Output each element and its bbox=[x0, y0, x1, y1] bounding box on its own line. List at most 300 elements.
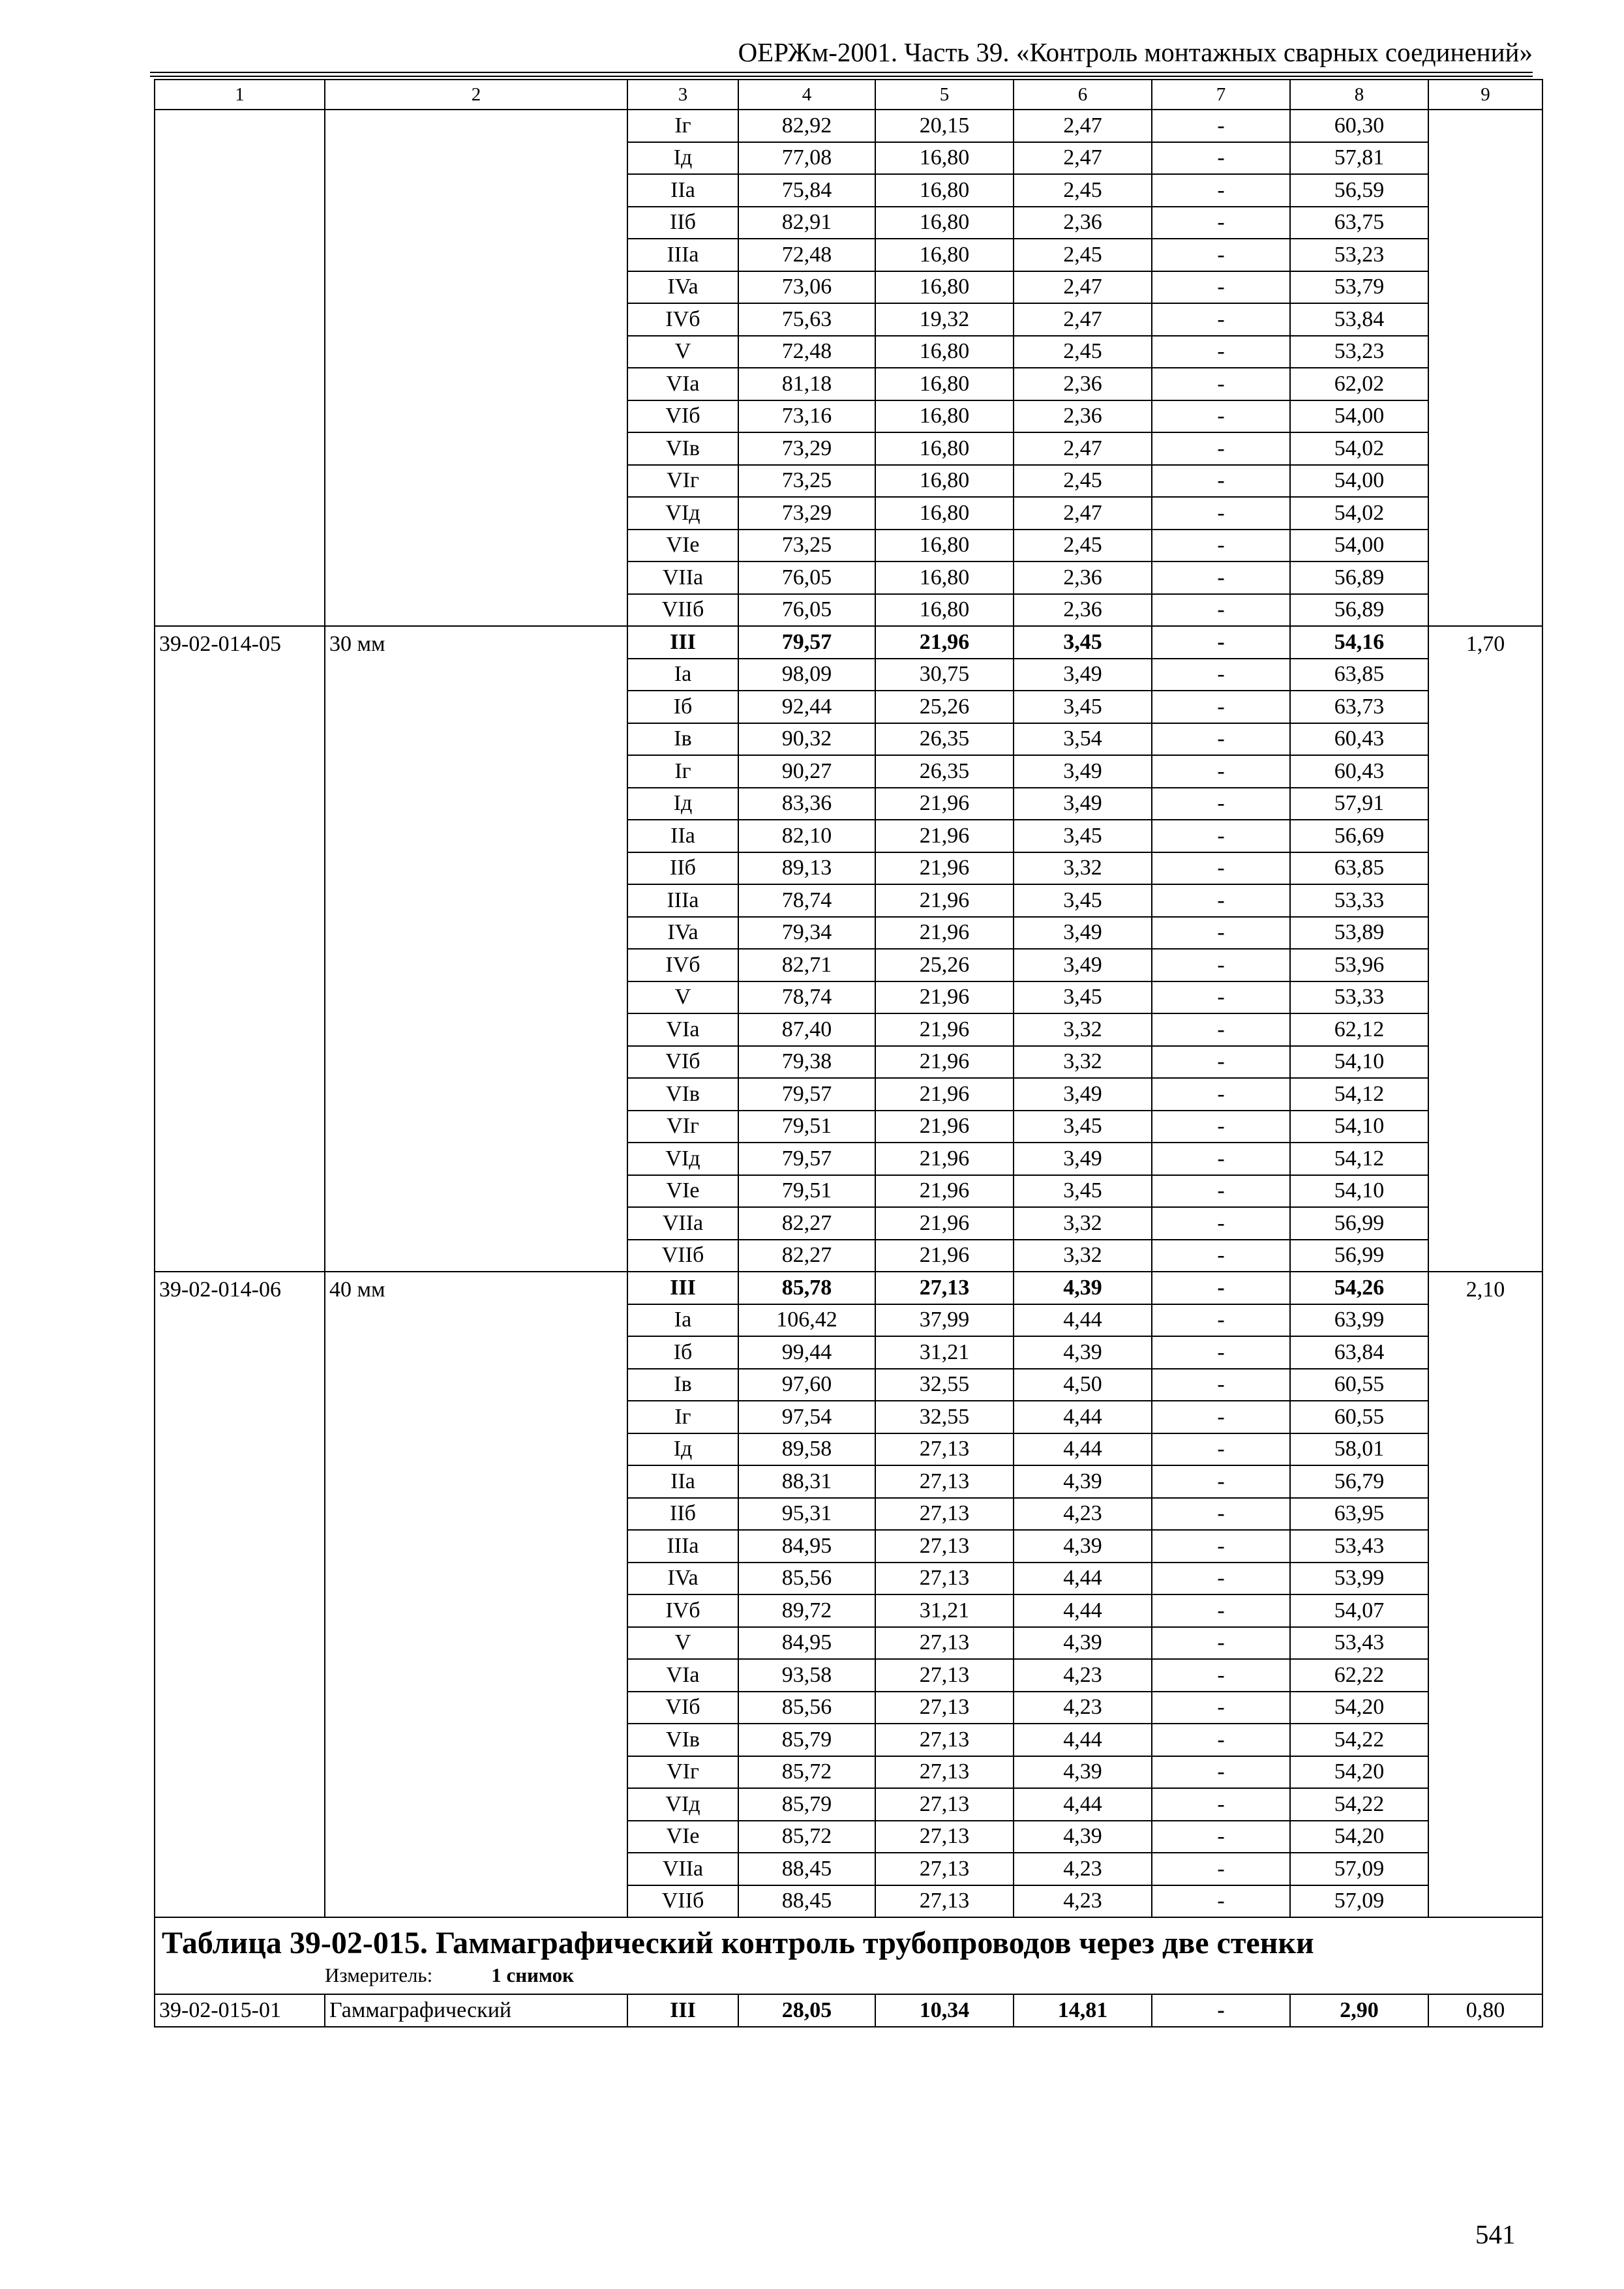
value-cell: 2,47 bbox=[1014, 110, 1152, 142]
value-cell: Iв bbox=[627, 1369, 738, 1401]
value-cell: 26,35 bbox=[875, 723, 1014, 756]
rate-code-cell: 39-02-014-06 bbox=[155, 1272, 325, 1917]
value-cell: 99,44 bbox=[738, 1336, 875, 1369]
value-cell: - bbox=[1152, 1304, 1290, 1337]
value-cell: IIa bbox=[627, 820, 738, 852]
value-cell: 53,23 bbox=[1290, 336, 1428, 368]
value-cell: 4,44 bbox=[1014, 1594, 1152, 1627]
value-cell: 62,12 bbox=[1290, 1013, 1428, 1046]
value-cell: - bbox=[1152, 1143, 1290, 1175]
value-cell: 53,89 bbox=[1290, 917, 1428, 950]
value-cell: 27,13 bbox=[875, 1530, 1014, 1563]
value-cell: 82,27 bbox=[738, 1240, 875, 1272]
value-cell: 88,45 bbox=[738, 1853, 875, 1885]
value-cell: VIг bbox=[627, 1111, 738, 1143]
value-cell: 83,36 bbox=[738, 788, 875, 820]
value-cell: 54,12 bbox=[1290, 1078, 1428, 1111]
value-cell: VIIб bbox=[627, 1240, 738, 1272]
value-cell: 16,80 bbox=[875, 336, 1014, 368]
value-cell: VIг bbox=[627, 465, 738, 498]
value-cell: 60,43 bbox=[1290, 723, 1428, 756]
value-cell: - bbox=[1152, 400, 1290, 433]
value-cell: 63,99 bbox=[1290, 1304, 1428, 1337]
meter-value: 1 снимок bbox=[491, 1964, 574, 1986]
value-cell: 54,22 bbox=[1290, 1724, 1428, 1756]
value-cell: 72,48 bbox=[738, 239, 875, 271]
value-cell: 4,39 bbox=[1014, 1756, 1152, 1789]
value-cell: VIIб bbox=[627, 1885, 738, 1918]
value-cell: 63,85 bbox=[1290, 852, 1428, 885]
value-cell: 54,10 bbox=[1290, 1111, 1428, 1143]
value-cell: 84,95 bbox=[738, 1627, 875, 1660]
value-cell: - bbox=[1152, 530, 1290, 562]
value-cell: 27,13 bbox=[875, 1563, 1014, 1595]
value-cell: 2,45 bbox=[1014, 530, 1152, 562]
value-cell: 95,31 bbox=[738, 1498, 875, 1531]
value-cell: 16,80 bbox=[875, 432, 1014, 465]
value-cell: 79,51 bbox=[738, 1175, 875, 1208]
value-cell: 73,16 bbox=[738, 400, 875, 433]
value-cell: 76,05 bbox=[738, 594, 875, 627]
value-cell: 56,79 bbox=[1290, 1465, 1428, 1498]
value-cell: 27,13 bbox=[875, 1272, 1014, 1304]
value-cell: 60,55 bbox=[1290, 1401, 1428, 1433]
value-cell: VIe bbox=[627, 530, 738, 562]
value-cell: 93,58 bbox=[738, 1659, 875, 1692]
value-cell: 54,20 bbox=[1290, 1756, 1428, 1789]
value-cell: 30,75 bbox=[875, 659, 1014, 691]
value-cell: IVa bbox=[627, 917, 738, 950]
value-cell: 27,13 bbox=[875, 1724, 1014, 1756]
column-number-row bbox=[155, 80, 1542, 110]
value-cell: - bbox=[1152, 1530, 1290, 1563]
value-cell: 16,80 bbox=[875, 497, 1014, 530]
value-cell: 90,27 bbox=[738, 755, 875, 788]
value-cell: - bbox=[1152, 303, 1290, 336]
value-cell: VIIa bbox=[627, 1853, 738, 1885]
value-cell: 54,26 bbox=[1290, 1272, 1428, 1304]
value-cell: 54,02 bbox=[1290, 497, 1428, 530]
value-cell: 4,23 bbox=[1014, 1885, 1152, 1918]
value-cell: Iд bbox=[627, 788, 738, 820]
value-cell: 54,02 bbox=[1290, 432, 1428, 465]
value-cell: 37,99 bbox=[875, 1304, 1014, 1337]
value-cell: 3,32 bbox=[1014, 1207, 1152, 1240]
value-cell: 2,47 bbox=[1014, 303, 1152, 336]
table-body bbox=[155, 80, 1542, 2027]
value-cell: 2,47 bbox=[1014, 271, 1152, 304]
column-number: 4 bbox=[738, 80, 875, 110]
value-cell: 4,44 bbox=[1014, 1788, 1152, 1821]
value-cell: 54,12 bbox=[1290, 1143, 1428, 1175]
value-cell: VIa bbox=[627, 1013, 738, 1046]
value-cell: 54,00 bbox=[1290, 400, 1428, 433]
coefficient-cell bbox=[1428, 110, 1542, 626]
value-cell: 54,00 bbox=[1290, 530, 1428, 562]
value-cell: 16,80 bbox=[875, 530, 1014, 562]
value-cell: - bbox=[1152, 1401, 1290, 1433]
value-cell: - bbox=[1152, 1013, 1290, 1046]
value-cell: 63,84 bbox=[1290, 1336, 1428, 1369]
value-cell: IIIa bbox=[627, 239, 738, 271]
value-cell: 73,06 bbox=[738, 271, 875, 304]
value-cell: 73,29 bbox=[738, 432, 875, 465]
value-cell: 2,45 bbox=[1014, 239, 1152, 271]
value-cell: Iг bbox=[627, 1401, 738, 1433]
value-cell: 27,13 bbox=[875, 1627, 1014, 1660]
value-cell: VIв bbox=[627, 432, 738, 465]
value-cell: 53,43 bbox=[1290, 1627, 1428, 1660]
value-cell: VIб bbox=[627, 400, 738, 433]
value-cell: 4,44 bbox=[1014, 1724, 1152, 1756]
value-cell: 2,36 bbox=[1014, 368, 1152, 400]
value-cell: VIIб bbox=[627, 594, 738, 627]
value-cell: 85,72 bbox=[738, 1821, 875, 1853]
value-cell: 79,34 bbox=[738, 917, 875, 950]
value-cell: IVб bbox=[627, 949, 738, 981]
table-row bbox=[155, 626, 1542, 659]
value-cell: - bbox=[1152, 432, 1290, 465]
value-cell: - bbox=[1152, 1433, 1290, 1466]
value-cell: - bbox=[1152, 1111, 1290, 1143]
value-cell: - bbox=[1152, 691, 1290, 723]
value-cell: 78,74 bbox=[738, 884, 875, 917]
column-number: 8 bbox=[1290, 80, 1428, 110]
value-cell: 3,32 bbox=[1014, 1013, 1152, 1046]
value-cell: 54,10 bbox=[1290, 1046, 1428, 1079]
value-cell: 27,13 bbox=[875, 1756, 1014, 1789]
value-cell: 4,23 bbox=[1014, 1659, 1152, 1692]
table-meter bbox=[162, 1962, 1535, 1988]
value-cell: 88,45 bbox=[738, 1885, 875, 1918]
value-cell: - bbox=[1152, 1885, 1290, 1918]
value-cell: 53,84 bbox=[1290, 303, 1428, 336]
value-cell: 3,49 bbox=[1014, 755, 1152, 788]
value-cell: 16,80 bbox=[875, 465, 1014, 498]
value-cell: 2,47 bbox=[1014, 497, 1152, 530]
value-cell: 89,58 bbox=[738, 1433, 875, 1466]
value-cell: IIб bbox=[627, 852, 738, 885]
value-cell: 27,13 bbox=[875, 1498, 1014, 1531]
value-cell: Ia bbox=[627, 659, 738, 691]
value-cell: 16,80 bbox=[875, 561, 1014, 594]
value-cell: 3,49 bbox=[1014, 788, 1152, 820]
value-cell: 58,01 bbox=[1290, 1433, 1428, 1466]
value-cell: 3,49 bbox=[1014, 659, 1152, 691]
value-cell: 21,96 bbox=[875, 981, 1014, 1014]
value-cell: 90,32 bbox=[738, 723, 875, 756]
value-cell: 4,39 bbox=[1014, 1465, 1152, 1498]
value-cell: IIa bbox=[627, 1465, 738, 1498]
value-cell: - bbox=[1152, 271, 1290, 304]
value-cell: 53,23 bbox=[1290, 239, 1428, 271]
table-title-row bbox=[155, 1917, 1542, 1994]
value-cell: - bbox=[1152, 626, 1290, 659]
value-cell: 21,96 bbox=[875, 1046, 1014, 1079]
value-cell: 31,21 bbox=[875, 1594, 1014, 1627]
value-cell: 19,32 bbox=[875, 303, 1014, 336]
value-cell: 3,45 bbox=[1014, 820, 1152, 852]
value-cell: 4,44 bbox=[1014, 1433, 1152, 1466]
value-cell: 85,56 bbox=[738, 1563, 875, 1595]
value-cell: 3,45 bbox=[1014, 981, 1152, 1014]
coefficient-cell: 2,10 bbox=[1428, 1272, 1542, 1917]
value-cell: 56,69 bbox=[1290, 820, 1428, 852]
value-cell: 3,54 bbox=[1014, 723, 1152, 756]
value-cell: 32,55 bbox=[875, 1369, 1014, 1401]
value-cell: 79,57 bbox=[738, 1143, 875, 1175]
value-cell: 56,99 bbox=[1290, 1240, 1428, 1272]
value-cell: 56,89 bbox=[1290, 594, 1428, 627]
value-cell: 21,96 bbox=[875, 1111, 1014, 1143]
value-cell: - bbox=[1152, 659, 1290, 691]
value-cell: - bbox=[1152, 561, 1290, 594]
value-cell: 21,96 bbox=[875, 1078, 1014, 1111]
value-cell: 77,08 bbox=[738, 142, 875, 175]
value-cell: 85,79 bbox=[738, 1788, 875, 1821]
value-cell: - bbox=[1152, 1853, 1290, 1885]
value-cell: 27,13 bbox=[875, 1692, 1014, 1724]
value-cell: - bbox=[1152, 981, 1290, 1014]
value-cell: 54,00 bbox=[1290, 465, 1428, 498]
value-cell: 63,85 bbox=[1290, 659, 1428, 691]
value-cell: 78,74 bbox=[738, 981, 875, 1014]
value-cell: 27,13 bbox=[875, 1433, 1014, 1466]
value-cell: - bbox=[1152, 1994, 1290, 2027]
value-cell: 56,59 bbox=[1290, 174, 1428, 207]
rate-name-cell: 40 мм bbox=[325, 1272, 627, 1917]
value-cell: 2,90 bbox=[1290, 1994, 1428, 2027]
value-cell: 57,81 bbox=[1290, 142, 1428, 175]
column-number: 3 bbox=[627, 80, 738, 110]
value-cell: 54,07 bbox=[1290, 1594, 1428, 1627]
value-cell: - bbox=[1152, 594, 1290, 627]
column-number: 7 bbox=[1152, 80, 1290, 110]
value-cell: 16,80 bbox=[875, 207, 1014, 239]
value-cell: 54,10 bbox=[1290, 1175, 1428, 1208]
value-cell: 54,20 bbox=[1290, 1821, 1428, 1853]
value-cell: - bbox=[1152, 1369, 1290, 1401]
value-cell: - bbox=[1152, 1240, 1290, 1272]
value-cell: - bbox=[1152, 1627, 1290, 1660]
value-cell: 75,63 bbox=[738, 303, 875, 336]
value-cell: IVб bbox=[627, 1594, 738, 1627]
table-row bbox=[155, 1994, 1542, 2027]
value-cell: 3,49 bbox=[1014, 917, 1152, 950]
value-cell: 16,80 bbox=[875, 271, 1014, 304]
value-cell: 76,05 bbox=[738, 561, 875, 594]
value-cell: 4,50 bbox=[1014, 1369, 1152, 1401]
value-cell: 63,95 bbox=[1290, 1498, 1428, 1531]
value-cell: - bbox=[1152, 368, 1290, 400]
value-cell: 79,57 bbox=[738, 1078, 875, 1111]
value-cell: - bbox=[1152, 1207, 1290, 1240]
value-cell: VIIa bbox=[627, 1207, 738, 1240]
value-cell: 54,16 bbox=[1290, 626, 1428, 659]
value-cell: 2,45 bbox=[1014, 174, 1152, 207]
value-cell: 31,21 bbox=[875, 1336, 1014, 1369]
value-cell: 88,31 bbox=[738, 1465, 875, 1498]
value-cell: 72,48 bbox=[738, 336, 875, 368]
value-cell: Iд bbox=[627, 142, 738, 175]
value-cell: 25,26 bbox=[875, 949, 1014, 981]
value-cell: 27,13 bbox=[875, 1788, 1014, 1821]
value-cell: 3,45 bbox=[1014, 691, 1152, 723]
column-number: 2 bbox=[325, 80, 627, 110]
value-cell: 4,44 bbox=[1014, 1401, 1152, 1433]
value-cell: VIa bbox=[627, 368, 738, 400]
value-cell: 57,91 bbox=[1290, 788, 1428, 820]
value-cell: IIб bbox=[627, 207, 738, 239]
value-cell: - bbox=[1152, 1175, 1290, 1208]
column-number: 1 bbox=[155, 80, 325, 110]
value-cell: 62,02 bbox=[1290, 368, 1428, 400]
page-number: 541 bbox=[1475, 2219, 1516, 2249]
value-cell: 53,96 bbox=[1290, 949, 1428, 981]
value-cell: V bbox=[627, 981, 738, 1014]
value-cell: IVa bbox=[627, 1563, 738, 1595]
value-cell: VIб bbox=[627, 1046, 738, 1079]
value-cell: 2,47 bbox=[1014, 142, 1152, 175]
value-cell: 85,78 bbox=[738, 1272, 875, 1304]
value-cell: V bbox=[627, 1627, 738, 1660]
value-cell: - bbox=[1152, 1563, 1290, 1595]
value-cell: VIд bbox=[627, 1143, 738, 1175]
value-cell: - bbox=[1152, 1078, 1290, 1111]
value-cell: - bbox=[1152, 949, 1290, 981]
value-cell: 21,96 bbox=[875, 1143, 1014, 1175]
table-title: Таблица 39-02-015. Гаммаграфический контроль трубопроводов через две стенки bbox=[162, 1926, 1314, 1960]
value-cell: 79,51 bbox=[738, 1111, 875, 1143]
value-cell: - bbox=[1152, 917, 1290, 950]
value-cell: 4,44 bbox=[1014, 1304, 1152, 1337]
value-cell: 4,23 bbox=[1014, 1853, 1152, 1885]
value-cell: 16,80 bbox=[875, 142, 1014, 175]
column-number: 9 bbox=[1428, 80, 1542, 110]
value-cell: Iб bbox=[627, 691, 738, 723]
value-cell: 53,99 bbox=[1290, 1563, 1428, 1595]
value-cell: Iд bbox=[627, 1433, 738, 1466]
value-cell: 21,96 bbox=[875, 1175, 1014, 1208]
value-cell: - bbox=[1152, 1498, 1290, 1531]
value-cell: 2,45 bbox=[1014, 336, 1152, 368]
value-cell: 79,57 bbox=[738, 626, 875, 659]
value-cell: - bbox=[1152, 110, 1290, 142]
value-cell: VIв bbox=[627, 1724, 738, 1756]
value-cell: IIa bbox=[627, 174, 738, 207]
value-cell: 21,96 bbox=[875, 1240, 1014, 1272]
rate-code-cell bbox=[155, 110, 325, 626]
value-cell: III bbox=[627, 1272, 738, 1304]
value-cell: IIб bbox=[627, 1498, 738, 1531]
value-cell: 57,09 bbox=[1290, 1885, 1428, 1918]
value-cell: 3,45 bbox=[1014, 1175, 1152, 1208]
value-cell: Iг bbox=[627, 110, 738, 142]
value-cell: VIIa bbox=[627, 561, 738, 594]
value-cell: 60,55 bbox=[1290, 1369, 1428, 1401]
value-cell: VIд bbox=[627, 1788, 738, 1821]
value-cell: 3,49 bbox=[1014, 949, 1152, 981]
value-cell: IVa bbox=[627, 271, 738, 304]
value-cell: 4,39 bbox=[1014, 1272, 1152, 1304]
value-cell: 54,22 bbox=[1290, 1788, 1428, 1821]
header-rule bbox=[150, 76, 1533, 77]
value-cell: VIe bbox=[627, 1175, 738, 1208]
value-cell: - bbox=[1152, 788, 1290, 820]
value-cell: - bbox=[1152, 1046, 1290, 1079]
rate-name-cell: 30 мм bbox=[325, 626, 627, 1272]
value-cell: 85,72 bbox=[738, 1756, 875, 1789]
value-cell: 57,09 bbox=[1290, 1853, 1428, 1885]
value-cell: 27,13 bbox=[875, 1885, 1014, 1918]
value-cell: - bbox=[1152, 497, 1290, 530]
value-cell: 92,44 bbox=[738, 691, 875, 723]
table-row bbox=[155, 1272, 1542, 1304]
value-cell: 60,43 bbox=[1290, 755, 1428, 788]
value-cell: 27,13 bbox=[875, 1853, 1014, 1885]
value-cell: IIIa bbox=[627, 1530, 738, 1563]
value-cell: 73,25 bbox=[738, 530, 875, 562]
meter-label: Измеритель: bbox=[325, 1964, 433, 1986]
rate-code-cell: 39-02-015-01 bbox=[155, 1994, 325, 2027]
value-cell: 60,30 bbox=[1290, 110, 1428, 142]
value-cell: 98,09 bbox=[738, 659, 875, 691]
value-cell: - bbox=[1152, 755, 1290, 788]
value-cell: 53,43 bbox=[1290, 1530, 1428, 1563]
value-cell: III bbox=[627, 626, 738, 659]
value-cell: - bbox=[1152, 174, 1290, 207]
value-cell: 27,13 bbox=[875, 1465, 1014, 1498]
rate-code-cell: 39-02-014-05 bbox=[155, 626, 325, 1272]
value-cell: 3,32 bbox=[1014, 1046, 1152, 1079]
value-cell: Iб bbox=[627, 1336, 738, 1369]
value-cell: - bbox=[1152, 1272, 1290, 1304]
table-title-cell bbox=[155, 1917, 1542, 1994]
value-cell: 27,13 bbox=[875, 1821, 1014, 1853]
value-cell: 3,32 bbox=[1014, 852, 1152, 885]
value-cell: Ia bbox=[627, 1304, 738, 1337]
value-cell: 82,27 bbox=[738, 1207, 875, 1240]
value-cell: 73,25 bbox=[738, 465, 875, 498]
value-cell: IIIa bbox=[627, 884, 738, 917]
value-cell: 10,34 bbox=[875, 1994, 1014, 2027]
page-header: ОЕРЖм-2001. Часть 39. «Контроль монтажных сварных соединений» bbox=[738, 37, 1533, 67]
value-cell: VIa bbox=[627, 1659, 738, 1692]
value-cell: - bbox=[1152, 1659, 1290, 1692]
value-cell: 4,39 bbox=[1014, 1821, 1152, 1853]
value-cell: 21,96 bbox=[875, 917, 1014, 950]
value-cell: 87,40 bbox=[738, 1013, 875, 1046]
value-cell: VIв bbox=[627, 1078, 738, 1111]
value-cell: 27,13 bbox=[875, 1659, 1014, 1692]
value-cell: 81,18 bbox=[738, 368, 875, 400]
value-cell: V bbox=[627, 336, 738, 368]
value-cell: 75,84 bbox=[738, 174, 875, 207]
value-cell: - bbox=[1152, 1724, 1290, 1756]
value-cell: 21,96 bbox=[875, 1207, 1014, 1240]
value-cell: - bbox=[1152, 852, 1290, 885]
value-cell: 54,20 bbox=[1290, 1692, 1428, 1724]
value-cell: - bbox=[1152, 465, 1290, 498]
value-cell: Iв bbox=[627, 723, 738, 756]
value-cell: 106,42 bbox=[738, 1304, 875, 1337]
value-cell: III bbox=[627, 1994, 738, 2027]
value-cell: 3,45 bbox=[1014, 884, 1152, 917]
value-cell: 56,89 bbox=[1290, 561, 1428, 594]
value-cell: - bbox=[1152, 884, 1290, 917]
value-cell: 53,33 bbox=[1290, 884, 1428, 917]
value-cell: 3,49 bbox=[1014, 1078, 1152, 1111]
